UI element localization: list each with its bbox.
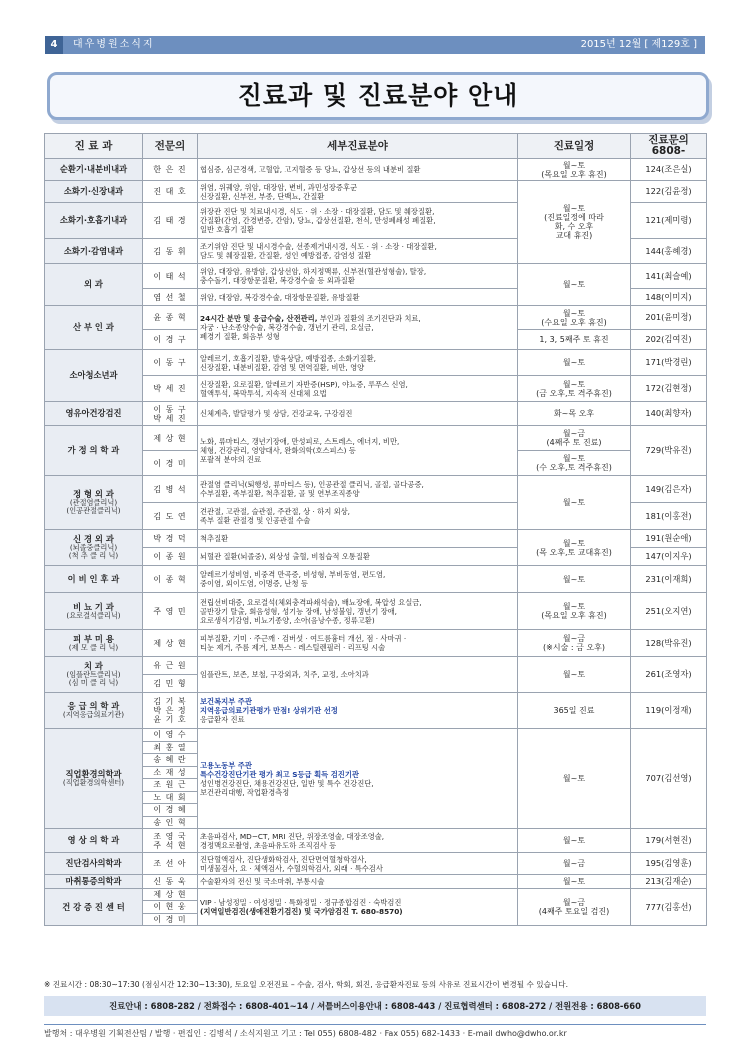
specialty-cell: VIP · 남성정밀 · 여성정밀 · 특화정밀 · 정규종합검진 · 숙박검진 (지역일반검진(생애전환기검진) 및 국가암검진 T. 680-8570) (198, 889, 518, 926)
dept-name: 마취통증의학과 (65, 876, 122, 886)
specialty-cell: 노화, 류마티스, 갱년기장애, 만성피로, 스트레스, 에너지, 비만, 체형, 건강관리, 영양대사, 완화의학(호스피스) 등 포괄적 분야의 진료 (198, 426, 518, 476)
schedule-cell: 월~토 (금 오후,토 격주휴진) (518, 376, 631, 402)
doctor-cell: 김 동 휘 (143, 239, 198, 264)
contact-bar: 진료안내 : 6808-282 / 전화접수 : 6808-401~14 / 셔틀버스이용안내 : 6808-443 / 진료협력센터 : 6808-272 / 전원전용 : 6808-660 (44, 996, 706, 1016)
dept-cell (45, 657, 143, 693)
dept-name: 외 과 (84, 279, 103, 289)
doctor-cell: 이 동 구 박 세 진 (143, 402, 198, 426)
doctor-name: 이 경 미 (143, 913, 197, 925)
hours-note: ※ 진료시간 : 08:30~17:30 (점심시간 12:30~13:30), 토요일 오전진료 – 수술, 검사, 학회, 회진, 응급환자진료 등의 사유로 진료시간이 변경될 수 있습니다. (44, 980, 569, 989)
header-specialty: 세부진료분야 (198, 134, 518, 159)
dept-cell (45, 476, 143, 530)
specialty-cell: 진단혈액검사, 진단생화학검사, 진단면역혈청학검사, 미생물검사, 요 · 체액검사, 수혈의학검사, 외래 · 특수검사 (198, 853, 518, 875)
contact-ext-cell: 201(윤미정) (631, 306, 707, 330)
schedule-cell: 화~목 오후 (518, 402, 631, 426)
dept-name: 산 부 인 과 (73, 322, 114, 332)
table-row (45, 889, 707, 926)
contact-ext-cell: 140(최향자) (631, 402, 707, 426)
doctor-name: 이 현 웅 (143, 900, 197, 912)
contact-ext-cell: 231(이재희) (631, 566, 707, 593)
contact-ext-cell: 777(김홍선) (631, 889, 707, 926)
highlight-text: 고용노동부 주관 특수건강진단기관 평가 최고 S등급 획득 검진기관 (200, 760, 359, 779)
doctor-cell: 이 동 구 (143, 350, 198, 376)
schedule-cell: 월~토 (518, 350, 631, 376)
doctor-name: 제 상 현 (153, 890, 187, 899)
doctor-cell: 김 도 연 (143, 503, 198, 530)
dept-name: 가 정 의 학 과 (67, 445, 120, 455)
table-row (45, 593, 707, 630)
dept-cell (45, 264, 143, 306)
doctor-cell: 주 영 민 (143, 593, 198, 630)
doctor-cell: 제 상 현 (143, 630, 198, 657)
contact-ext-cell: 149(김은자) (631, 476, 707, 503)
doctor-cell: 이 종 혁 (143, 566, 198, 593)
dept-cell (45, 630, 143, 657)
dept-cell (45, 530, 143, 566)
highlight-text: 보건복지부 주관 지역응급의료기관평가 만점! 상위기관 선정 (200, 697, 338, 715)
specialty-cell: 초음파검사, MD−CT, MRI 진단, 위장조영술, 대장조영술, 경정맥요로촬영, 초음파유도하 조직검사 등 (198, 829, 518, 853)
department-table (44, 133, 707, 926)
doctor-cell: 김 병 석 (143, 476, 198, 503)
specialty-cell: 협심증, 심근경색, 고혈압, 고지혈증 등 당뇨, 갑상선 등의 내분비 질환 (198, 159, 518, 181)
contact-ext-cell: 128(박유진) (631, 630, 707, 657)
doctor-cell (143, 729, 198, 829)
doctor-cell: 윤 종 혁 (143, 306, 198, 330)
dept-cell (45, 402, 143, 426)
contact-ext-cell: 148(이미지) (631, 289, 707, 306)
contact-ext-cell: 172(김현정) (631, 376, 707, 402)
schedule-cell: 월~토 (목요일 오후 휴진) (518, 159, 631, 181)
schedule-cell: 월~토 (목 오후,토 교대휴진) (518, 530, 631, 566)
table-row (45, 829, 707, 853)
dept-cell (45, 350, 143, 402)
specialty-cell: 알레르기, 호흡기질환, 발육상담, 예방접종, 소화기질환, 신장질환, 내분비질환, 감염 및 면역질환, 비만, 영양 (198, 350, 518, 376)
specialty-cell: 위장관 진단 및 치료내시경, 식도 · 위 · 소장 · 대장질환, 담도 및 췌장질환, 간질환(간염, 간경변증, 간암), 당뇨, 갑상선질환, 천식, 만성폐쇄성 폐질환, 일반 호흡기 질환 (198, 203, 518, 239)
contact-ext-cell: 251(오지연) (631, 593, 707, 630)
dept-name: 소화기·호흡기내과 (59, 215, 128, 225)
doctor-cell: 이 경 구 (143, 330, 198, 350)
schedule-cell: 월~토 (518, 729, 631, 829)
schedule-cell: 월~금 (※시술 : 금 오후) (518, 630, 631, 657)
table-row (45, 181, 707, 203)
specialty-cell: 뇌혈관 질환(뇌졸중), 외상성 출혈, 비침습적 오통질환 (198, 548, 518, 566)
table-row (45, 402, 707, 426)
specialty-cell: 24시간 분만 및 응급수술, 산전관리, 부인과 질환의 조기진단과 치료, 자궁 · 난소종양수술, 복강경수술, 갱년기 관리, 요실금, 폐경기 질환, 회음부 성형 (198, 306, 518, 350)
dept-cell (45, 593, 143, 630)
specialty-cell: 임플란트, 보존, 보철, 구강외과, 치주, 교정, 소아치과 (198, 657, 518, 693)
table-row (45, 657, 707, 675)
specialty-cell: 고용노동부 주관 특수건강진단기관 평가 최고 S등급 획득 검진기관 성인병건강진단, 채용건강진단, 일반 및 특수 건강진단, 보건관리대행, 작업환경측정 (198, 729, 518, 829)
schedule-cell: 월~토 (518, 875, 631, 889)
dept-name: 피 부 미 용 (73, 633, 114, 644)
contact-ext-cell: 147(이지우) (631, 548, 707, 566)
dept-name: 순환기·내분비내과 (59, 164, 128, 174)
contact-ext-cell: 202(김여진) (631, 330, 707, 350)
schedule-cell: 월~토 (목요일 오후 휴진) (518, 593, 631, 630)
specialty-cell: 위암, 대장암, 복강경수술, 대장항문질환, 유방질환 (198, 289, 518, 306)
contact-ext-cell: 213(김재순) (631, 875, 707, 889)
dept-cell (45, 729, 143, 829)
table-row (45, 875, 707, 889)
contact-ext-cell: 121(제미령) (631, 203, 707, 239)
contact-ext-cell: 171(박경린) (631, 350, 707, 376)
specialty-cell: 위암, 대장암, 유방암, 갑상선암, 하지정맥류, 신부전(혈관성형술), 탈장, 충수돌기, 대장항문질환, 복강경수술 등 외과질환 (198, 264, 518, 289)
dept-cell (45, 306, 143, 350)
doctor-cell: 박 경 덕 (143, 530, 198, 548)
doctor-name: 조 원 근 (143, 778, 197, 791)
issue-date: 2015년 12월 [ 제129호 ] (580, 39, 697, 50)
dept-subtitle: (관절염클리닉) (인공관절클리닉) (66, 498, 121, 515)
doctor-cell: 염 선 철 (143, 289, 198, 306)
table-row (45, 350, 707, 376)
table-row (45, 476, 707, 503)
dept-cell (45, 875, 143, 889)
contact-ext-cell: 261(조영자) (631, 657, 707, 693)
table-row (45, 566, 707, 593)
dept-name: 직업환경의학과 (65, 769, 122, 779)
specialty-cell: 조기위암 진단 및 내시경수술, 선종제거내시경, 식도 · 위 · 소장 · 대장질환, 담도 및 췌장질환, 간질환, 성인 예방접종, 감염성 질환 (198, 239, 518, 264)
dept-name: 신 경 외 과 (73, 534, 114, 544)
contact-ext-cell: 141(최슬예) (631, 264, 707, 289)
newsletter-name: 대우병원소식지 (73, 39, 155, 50)
table-row (45, 729, 707, 829)
specialty-cell: 신체계측, 발달평가 및 상담, 건강교육, 구강검진 (198, 402, 518, 426)
contact-ext-cell: 707(김선영) (631, 729, 707, 829)
schedule-cell: 1, 3, 5째주 토 휴진 (518, 330, 631, 350)
doctor-cell: 김 민 형 (143, 675, 198, 693)
doctor-name: 송 인 혁 (143, 816, 197, 829)
dept-cell (45, 181, 143, 203)
specialty-cell: 전립선비대증, 요로결석(체외충격파쇄석술), 배뇨장애, 복압성 요실금, 골반장기 탈출, 회음성형, 성기능 장애, 남성불임, 갱년기 장애, 요로생식기감염, 비뇨기종양, 소아(음낭수종, 정류고환) (198, 593, 518, 630)
doctor-name: 노 대 회 (143, 791, 197, 804)
page-title: 진료과 및 진료분야 안내 (237, 81, 519, 110)
dept-subtitle: (제 모 클 리 닉) (68, 642, 119, 652)
header-contact: 진료문의 6808- (631, 134, 707, 159)
dept-subtitle: (임플란트클리닉) (심 미 클 리 닉) (66, 670, 121, 687)
specialty-cell: 신장질환, 요로질환, 알레르기 자반증(HSP), 야뇨증, 루푸스 신염, 혈액투석, 복막투석, 지속적 신대체 요법 (198, 376, 518, 402)
dept-name: 소화기·감염내과 (63, 245, 124, 256)
specialty-cell: 보건복지부 주관 지역응급의료기관평가 만점! 상위기관 선정 응급환자 진료 (198, 693, 518, 729)
contact-ext-cell: 181(이홍전) (631, 503, 707, 530)
schedule-cell: 월~토 (수요일 오후 휴진) (518, 306, 631, 330)
schedule-cell: 월~금 (4째주 토요일 검진) (518, 889, 631, 926)
contact-ext-cell: 144(홍혜경) (631, 239, 707, 264)
doctor-cell: 박 세 진 (143, 376, 198, 402)
table-header-row (45, 134, 707, 159)
table-row (45, 306, 707, 330)
header-schedule: 진료일정 (518, 134, 631, 159)
dept-subtitle: (직업환경의학센터) (62, 778, 125, 787)
doctor-cell: 신 동 욱 (143, 875, 198, 889)
doctor-cell: 진 대 호 (143, 181, 198, 203)
contact-ext-cell: 729(박유진) (631, 426, 707, 476)
doctor-cell: 이 태 석 (143, 264, 198, 289)
table-row (45, 530, 707, 548)
schedule-cell: 365일 진료 (518, 693, 631, 729)
doctor-cell: 김 기 복 박 은 정 윤 기 호 (143, 693, 198, 729)
schedule-cell: 월~토 (518, 829, 631, 853)
schedule-cell: 월~토 (수 오후,토 격주휴진) (518, 451, 631, 476)
schedule-cell: 월~금 (518, 853, 631, 875)
doctor-cell: 한 은 진 (143, 159, 198, 181)
dept-subtitle: (요로결석클리닉) (66, 610, 121, 620)
doctor-name: 송 혜 란 (143, 753, 197, 766)
dept-cell (45, 239, 143, 264)
doctor-cell: 이 경 미 (143, 451, 198, 476)
dept-cell (45, 566, 143, 593)
dept-cell (45, 693, 143, 729)
contact-ext-cell: 124(조은실) (631, 159, 707, 181)
table-row (45, 264, 707, 289)
contact-ext-cell: 179(서현진) (631, 829, 707, 853)
doctor-cell: 조 영 국 주 석 현 (143, 829, 198, 853)
specialty-cell: 관절염 클리닉(퇴행성, 류마티스 등), 인공관절 클리닉, 골절, 골다공증, 수부질환, 족부질환, 척추질환, 골 및 연부조직종양 (198, 476, 518, 503)
specialty-cell: 알레르기성비염, 비중격 만곡증, 비성형, 부비동염, 편도염, 중이염, 외이도염, 이명증, 난청 등 (198, 566, 518, 593)
doctor-cell: 제 상 현 (143, 426, 198, 451)
contact-ext-cell: 191(원순애) (631, 530, 707, 548)
schedule-cell: 월~토 (진료일정에 따라 화, 수 오후 교대 휴진) (518, 181, 631, 264)
dept-name: 정 형 외 과 (73, 489, 114, 499)
header-doctor: 전문의 (143, 134, 198, 159)
page-title-box (47, 72, 709, 120)
header-dept: 진 료 과 (45, 134, 143, 159)
dept-subtitle: (뇌졸중클리닉) (척 추 클 리 닉) (68, 543, 119, 560)
table-row (45, 426, 707, 451)
doctor-name: 이 영 수 (153, 730, 187, 739)
dept-cell (45, 426, 143, 476)
doctor-name: 소 재 성 (143, 766, 197, 779)
specialty-cell: 위염, 위궤양, 위암, 대장암, 변비, 과민성장증후군 신장질환, 신부전, 부종, 단백뇨, 간질환 (198, 181, 518, 203)
schedule-cell: 월~토 (518, 657, 631, 693)
specialty-cell: 견관절, 고관절, 슬관절, 주관절, 상 · 하지 외상, 족부 질환 관절경 및 인공관절 수술 (198, 503, 518, 530)
publisher-footer: 발행처 : 대우병원 기획전산팀 / 발행 · 편집인 : 김병석 / 소식지원고 기고 : Tel 055) 6808-482 · Fax 055) 682-1433 · E-mail dwho@dwho.or.kr (44, 1024, 706, 1039)
dept-cell (45, 203, 143, 239)
table-row (45, 159, 707, 181)
contact-ext-cell: 195(김영훈) (631, 853, 707, 875)
dept-name: 소화기·신장내과 (63, 186, 124, 196)
page-header-bar (45, 36, 705, 54)
dept-name: 건 강 증 진 센 터 (62, 901, 125, 912)
table-row (45, 693, 707, 729)
dept-name: 치 과 (84, 661, 103, 671)
dept-name: 소아청소년과 (69, 370, 118, 380)
dept-cell (45, 889, 143, 926)
page-number: 4 (45, 36, 63, 54)
dept-name: 비 뇨 기 과 (73, 601, 114, 612)
doctor-cell: 김 태 경 (143, 203, 198, 239)
dept-cell (45, 159, 143, 181)
doctor-cell: 이 종 원 (143, 548, 198, 566)
dept-name: 영유아건강검진 (65, 408, 122, 418)
doctor-name: 이 경 혜 (143, 803, 197, 816)
schedule-cell: 월~토 (518, 566, 631, 593)
schedule-cell: 월~토 (518, 264, 631, 306)
schedule-cell: 월~금 (4째주 토 진료) (518, 426, 631, 451)
doctor-name: 최 홍 열 (143, 741, 197, 754)
dept-cell (45, 853, 143, 875)
dept-name: 응 급 의 학 과 (67, 701, 120, 711)
doctor-cell: 조 선 아 (143, 853, 198, 875)
doctor-cell (143, 889, 198, 926)
dept-cell (45, 829, 143, 853)
dept-name: 영 상 의 학 과 (67, 835, 120, 845)
dept-name: 이 비 인 후 과 (67, 573, 120, 584)
schedule-cell: 월~토 (518, 476, 631, 530)
contact-ext-cell: 122(김윤정) (631, 181, 707, 203)
table-row (45, 630, 707, 657)
contact-ext-cell: 119(이정재) (631, 693, 707, 729)
specialty-cell: 수술환자의 전신 및 국소마취, 부통시술 (198, 875, 518, 889)
specialty-cell: 척추질환 (198, 530, 518, 548)
doctor-cell: 유 근 원 (143, 657, 198, 675)
table-row (45, 376, 707, 402)
dept-name: 진단검사의학과 (65, 858, 122, 868)
specialty-cell: 피부질환, 기미 · 주근깨 · 검버섯 · 여드름흉터 개선, 점 · 사마귀 · 티눈 제거, 주름 제거, 보톡스 · 레스틸렌필러 · 리프팅 시술 (198, 630, 518, 657)
table-row (45, 853, 707, 875)
dept-subtitle: (지역응급의료기관) (62, 710, 125, 719)
